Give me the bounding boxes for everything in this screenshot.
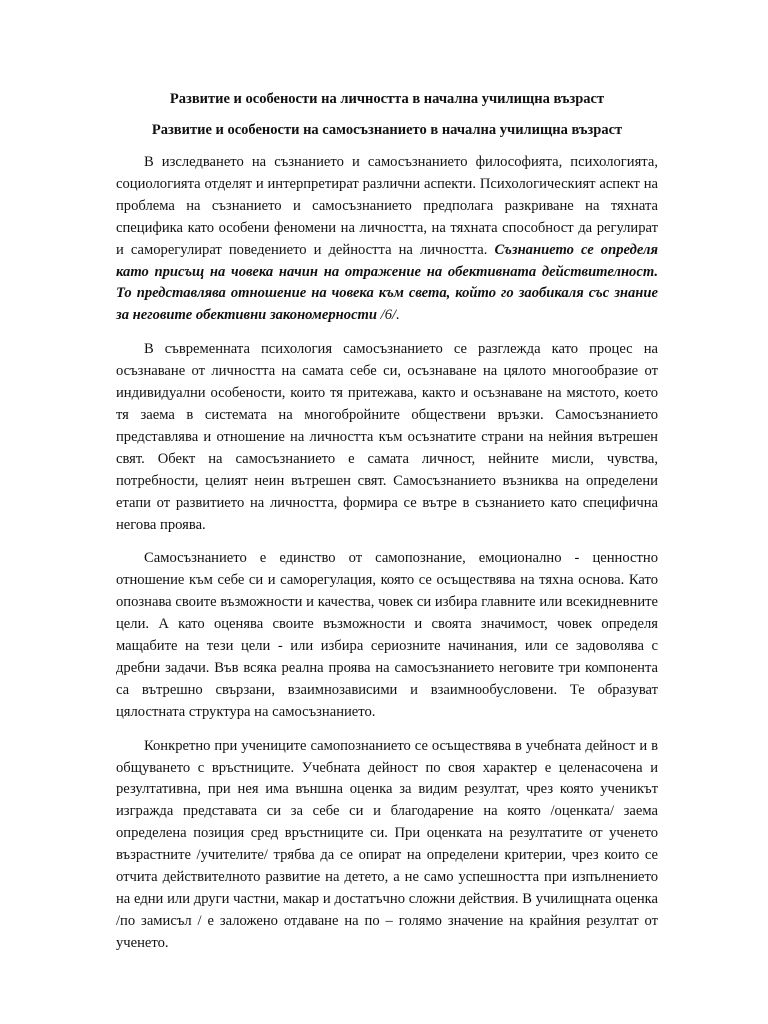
paragraph-3: Самосъзнанието е единство от самопознание, емоционално - ценностно отношение към себе си и саморегулация, която се осъществява на тяхна основа. Като опознава своите възможности и качества, човек си избира главните или всекидневните цели. А като оценява своите възможности и своята значимост, човек определя мащабите на тези цели - или избира сериозните начинания, или се задоволява с дребни задачи. Във всяка реална проява на самосъзнанието неговите три компонента са вътрешно свързани, взаимнозависими и взаимнообусловени. Те образуват цялостната структура на самосъзнанието. (116, 550, 658, 720)
paragraph-1-text: В изследването на съзнанието и самосъзнанието философията, психологията, социологията отделят и интерпретират различни аспекти. Психологическият аспект на проблема на съзнанието и самосъзнанието предполага разкриване на тяхната специфика като особени феномени на личността, на тяхната способност да регулират и саморегулират поведението и дейността на личността. (116, 154, 658, 258)
paragraph-2: В съвременната психология самосъзнанието се разглежда като процес на осъзнаване от личността на самата себе си, осъзнаване на цялото многообразие от индивидуални особености, които тя притежава, както и осъзнаване на мястото, което тя заема в системата на многобройните обществени връзки. Самосъзнанието представлява и отношение на личността към осъзнатите страни на нейния вътрешен свят. Обект на самосъзнанието е самата личност, нейните мисли, чувства, потребности, целият неин вътрешен свят. Самосъзнанието възниква на определени етапи от развитието на личността, формира се вътре в съзнанието като специфична негова проява. (116, 341, 658, 533)
document-title: Развитие и особености на личността в начална училищна възраст (169, 91, 605, 107)
document-body (116, 89, 658, 967)
document-subtitle: Развитие и особености на самосъзнанието в начална училищна възраст (151, 122, 623, 138)
paragraph-1 (116, 152, 658, 327)
paragraph-1-citation: /6/. (377, 307, 400, 324)
paragraph-1-emphasis: Съзнанието се определя като присъщ на човека начин на отражение на обективната действителност. То представлява отношение на човека към света, който го заобикаля със знание за неговите обективни закономерности (116, 241, 658, 324)
paragraph-4: Конкретно при учениците самопознанието се осъществява в учебната дейност и в общуването с връстниците. Учебната дейност по своя характер е целенасочена и резултативна, при нея има външна оценка за видим резултат, чрез която ученикът изгражда представата си за себе си и благодарение на която /оценката/ заема определена позиция сред връстниците си. При оценката на резултатите от ученето възрастните /учителите/ трябва да се опират на определени критерии, чрез които се отчита действителното развитие на детето, а не само успешността при изпълнението на едни или други частни, макар и достатъчно сложни действия. В училищната оценка /по замисъл / е заложено отдаване на по – голямо значение на крайния резултат от ученето. (116, 737, 658, 951)
